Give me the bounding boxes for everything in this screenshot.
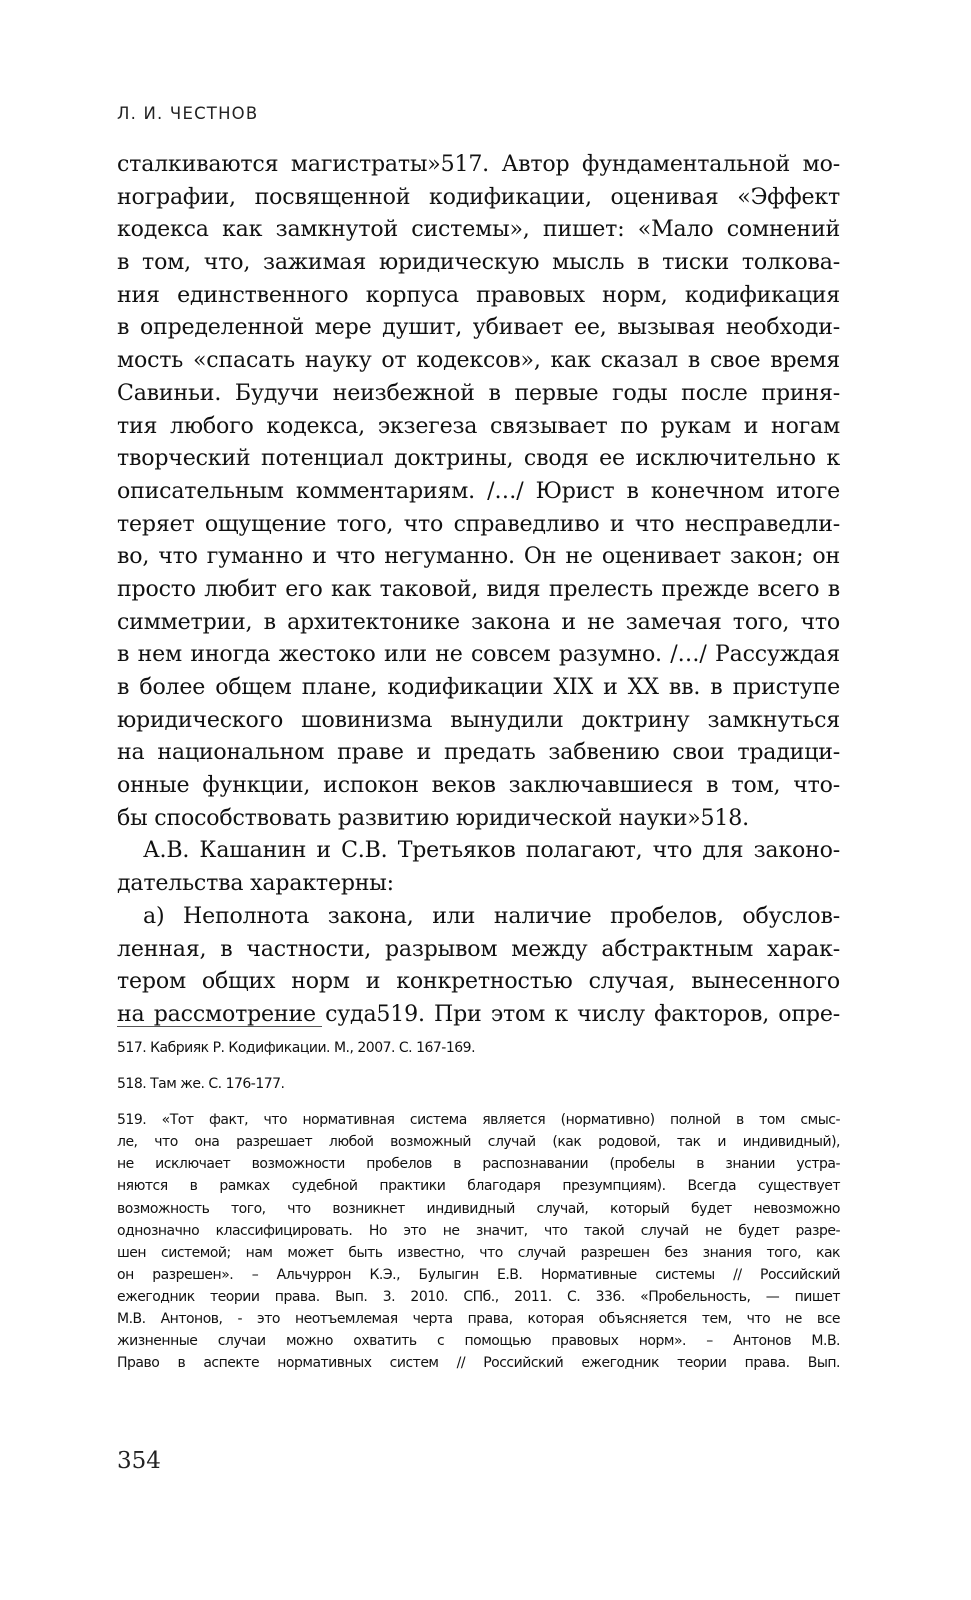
- running-head: Л. И. ЧЕСТНОВ: [117, 104, 259, 123]
- footnote-519-line: однозначно классифицировать. Но это не значит, что такой случай не будет разре-: [117, 1222, 840, 1239]
- body-line: мость «спасать науку от кодексов», как сказал в свое время: [117, 347, 840, 374]
- footnote-gap: [117, 1095, 840, 1109]
- body-line: на рассмотрение суда519. При этом к числу факторов, опре-: [117, 1000, 840, 1027]
- body-line: творческий потенциал доктрины, сводя ее исключительно к: [117, 445, 840, 472]
- body-line: а) Неполнота закона, или наличие пробелов, обуслов-: [143, 902, 840, 929]
- body-line: просто любит его как таковой, видя прелесть прежде всего в: [117, 575, 840, 602]
- footnote-519-line: жизненные случаи можно охватить с помощью правовых норм». – Антонов М.В.: [117, 1333, 840, 1350]
- footnote-divider: [117, 1026, 322, 1027]
- body-line: дательства характерны:: [117, 870, 394, 897]
- body-line: ния единственного корпуса правовых норм, кодификация: [117, 281, 840, 308]
- footnote-519-line: няются в рамках судебной практики благодаря презумпциям). Всегда существует: [117, 1178, 840, 1195]
- body-line: теряет ощущение того, что справедливо и что несправедли-: [117, 510, 840, 537]
- body-line: симметрии, в архитектонике закона и не замечая того, что: [117, 608, 840, 635]
- body-line: нографии, посвященной кодификации, оценивая «Эффект: [117, 183, 840, 210]
- body-line: во, что гуманно и что негуманно. Он не оценивает закон; он: [117, 543, 840, 570]
- footnote-519-line: возможность того, что возникнет индивидный случай, который будет невозможно: [117, 1200, 840, 1217]
- footnote-519-line: 519. «Тот факт, что нормативная система является (нормативно) полной в том смыс-: [117, 1112, 840, 1129]
- body-line: сталкиваются магистраты»517. Автор фундаментальной мо-: [117, 151, 840, 177]
- body-line: тия любого кодекса, экзегеза связывает по рукам и ногам: [117, 412, 840, 439]
- footnote-519-line: ежегодник теории права. Вып. 3. 2010. СПб., 2011. С. 336. «Пробельность, — пишет: [117, 1288, 840, 1305]
- body-line: в том, что, зажимая юридическую мысль в тиски толкова-: [117, 249, 840, 276]
- footnotes: [117, 1037, 840, 1374]
- body-line: в определенной мере душит, убивает ее, вызывая необходи-: [117, 314, 840, 341]
- body-line: бы способствовать развитию юридической науки»518.: [117, 804, 749, 831]
- body-line: А.В. Кашанин и С.В. Третьяков полагают, что для законо-: [143, 837, 840, 864]
- footnote-519-line: Право в аспекте нормативных систем // Российский ежегодник теории права. Вып.: [117, 1355, 840, 1372]
- footnote-519-line: шен системой; нам может быть известно, что случай разрешен без знания того, как: [117, 1244, 840, 1261]
- body-line: на национальном праве и предать забвению свои традици-: [117, 739, 840, 766]
- body-line: онные функции, испокон веков заключавшиеся в том, что-: [117, 772, 840, 799]
- body-line: в более общем плане, кодификации XIX и XX вв. в приступе: [117, 674, 840, 700]
- footnote-519-line: не исключает возможности пробелов в распознавании (пробелы в знании устра-: [117, 1156, 840, 1173]
- body-line: тером общих норм и конкретностью случая, вынесенного: [117, 968, 840, 995]
- body-line: описательным комментариям. /…/ Юрист в конечном итоге: [117, 477, 840, 504]
- body-text: [117, 148, 840, 1031]
- footnote-519-line: М.В. Антонов, - это неотъемлемая черта права, которая объясняется тем, что не все: [117, 1311, 840, 1328]
- body-line: кодекса как замкнутой системы», пишет: «Мало сомнений: [117, 216, 840, 243]
- footnote-518: 518. Там же. С. 176-177.: [117, 1076, 285, 1093]
- body-line: Савиньи. Будучи неизбежной в первые годы после приня-: [117, 379, 840, 406]
- footnote-gap: [117, 1059, 840, 1073]
- footnote-519-line: он разрешен». – Альчуррон К.Э., Булыгин Е.В. Нормативные системы // Российский: [117, 1266, 840, 1283]
- footnote-517: 517. Кабрияк Р. Кодификации. М., 2007. С. 167-169.: [117, 1040, 476, 1056]
- body-line: ленная, в частности, разрывом между абстрактным харак-: [117, 935, 840, 962]
- body-line: в нем иногда жестоко или не совсем разумно. /…/ Рассуждая: [117, 641, 840, 668]
- body-line: юридического шовинизма вынудили доктрину замкнуться: [117, 706, 840, 733]
- footnote-519-line: ле, что она разрешает любой возможный случай (как родовой, так и индивидный),: [117, 1134, 840, 1151]
- page-number: 354: [117, 1448, 161, 1474]
